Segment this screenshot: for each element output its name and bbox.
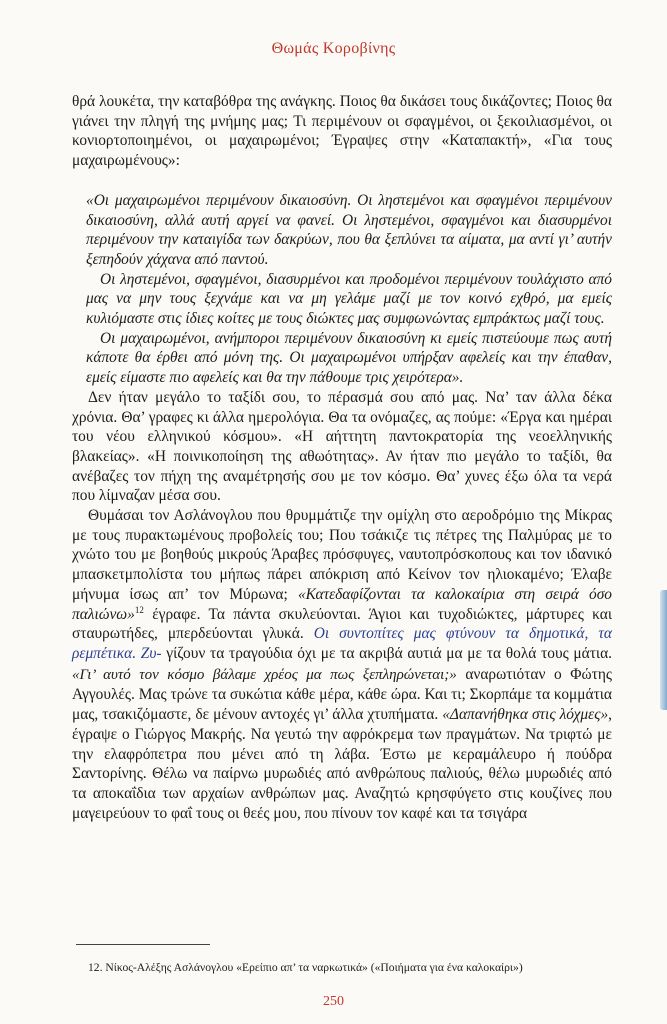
block-quote xyxy=(72,191,612,388)
paragraph: Δεν ήταν μεγάλο το ταξίδι σου, το πέρασμά σου από μας. Να’ ταν άλλα δέκα χρόνια. Θα’ γραφες κι άλλα ημερολόγια. Θα τα ονόμαζες, ας πούμε: «Έργα και ημέραι του νέου ελληνικού κόσμου». «Η αήττητη παντοκρατορία της νεοελληνικής βλακείας». «Η ποινικοποίηση της αθωότητας». Αν ήταν πιο μεγάλο το ταξίδι, θα ανέβαζες τον πήχη της αναμέτρησής σου με τον κόσμο. Θα’ χυνες έξω όλα τα νερά που λίμναζαν μέσα σου. xyxy=(72,388,612,505)
paragraph: θρά λουκέτα, την καταβόθρα της ανάγκης. Ποιος θα δικάσει τους δικάζοντες; Ποιος θα γιάνει την πληγή της μνήμης μας; Τι περιμένουν οι σφαγμένοι, οι ξεκοιλιασμένοι, οι κονιορτοποιημένοι, οι μαχαιρωμένοι; Έγραψες στην «Καταπακτή», «Για τους μαχαιρωμένους»: xyxy=(72,93,612,170)
quote-paragraph: «Οι μαχαιρωμένοι περιμένουν δικαιοσύνη. Οι ληστεμένοι και σφαγμένοι περιμένουν δικαιοσύνη, αλλά αυτή αργεί να φανεί. Οι ληστεμένοι, σφαγμένοι και διασυρμένοι περιμένουν την καταιγίδα των δακρύων, που θα ξεπλύνει τα αίματα, μα αντί γι’ αυτήν ξεπηδούν χάχανα από παντού. xyxy=(86,191,612,268)
highlighted-text: Οι συντοπίτες μας φτύνουν τα δημοτικά, τα ρεμπέτικα. Ζυ- xyxy=(72,625,613,662)
quote-paragraph: Οι μαχαιρωμένοι, ανήμποροι περιμένουν δικαιοσύνη κι εμείς πιστεύουμε πως αυτή κάποτε θα έρθει από μόνη της. Οι μαχαιρωμένοι υπήρξαν αφελείς και την έπαθαν, εμείς είμαστε πιο αφελείς και θα την πάθουμε τρις χειρότερα». xyxy=(86,329,612,387)
inline-quote: «Δαπανήθηκα στις λόχμες» xyxy=(442,706,609,724)
footnote-divider xyxy=(76,944,210,945)
inline-quote: «Κατεδαφίζονται τα καλοκαίρια στη σειρά όσο παλιώνω» xyxy=(72,585,612,623)
body-text xyxy=(72,92,612,823)
paragraph-text: αναρωτιόταν ο Φώτης Αγγουλές. Μας τρώνε τα συκώτια κάθε μέρα, κάθε ώρα. Και τι; Σκορπάμε τα κομμάτια μας, τσακιζόμαστε, δε μένουν αντοχές γι’ άλλα χτυπήματα. xyxy=(72,665,612,724)
page-tab-marker xyxy=(660,590,667,710)
paragraph-text: έγραφε. Τα πάντα σκυλεύονται. Άγιοι και τυχοδιώκτες, μάρτυρες και σταυρωτήδες, μπερδεύονται γλυκά. xyxy=(72,605,612,643)
footnote-reference: 12 xyxy=(134,604,144,615)
paragraph-text: , έγραψε ο Γιώργος Μακρής. Να γευτώ την αφρόκρεμα των πραγμάτων. Να τριφτώ με την ελαφρόπετρα που μένει από τη λάβα. Έστω με κεραμάλευρο ή πούδρα Σαντορίνης. Θέλω να παίρνω μυρωδιές από ανθρώπους παλιούς, θέλω μυρωδιές από τα αποκαΐδια των αρχαίων ανθρώπων μας. Αναζητώ κρησφύγετο στις κουζίνες που μαγειρεύουν το φαΐ τους οι θεές μου, που πίνουν τον καφέ και τα τσιγάρα xyxy=(72,706,612,822)
paragraph xyxy=(72,506,612,823)
inline-quote: «Γι’ αυτό τον κόσμο βάλαμε χρέος μα πως ξεπληρώνεται;» xyxy=(72,666,457,683)
running-header: Θωμάς Κοροβίνης xyxy=(271,40,396,57)
paragraph-text: γίζουν τα τραγούδια όχι με τα ακριβά αυτιά μα με τα θολά τους μάτια. xyxy=(166,644,612,662)
paragraph-text: Θυμάσαι τον Ασλάνογλου που θρυμμάτιζε την ομίχλη στο αεροδρόμιο της Μίκρας με τους πυρακτωμένους προβολείς του; Που τσάκιζε τις πέτρες της Παλμύρας με το χνώτο του με βοηθούς μικρούς Άραβες πρόσφυγες, ναυτοπρόσκοπους και τον ιδανικό μπασκετμπολίστα του μήπως πάρει απόκριση από Κείνον τον ηλιοκαμένο; Έλαβε μήνυμα ίσως απ’ τον Μύρωνα; xyxy=(72,507,612,603)
page-number: 250 xyxy=(323,994,344,1009)
footnote: 12. Νίκος-Αλέξης Ασλάνογλου «Ερείπιο απ’ τα ναρκωτικά» («Ποιήματα για ένα καλοκαίρι») xyxy=(88,961,523,974)
quote-paragraph: Οι ληστεμένοι, σφαγμένοι, διασυρμένοι και προδομένοι περιμένουν τουλάχιστο από μας να μην τους ξεχνάμε και να μη γελάμε μαζί με τον κοινό εχθρό, μα εμείς κυλιόμαστε στις ίδιες κοίτες με τους διώκτες μας συμφωνώντας εμπράκτως μαζί τους. xyxy=(86,270,612,328)
